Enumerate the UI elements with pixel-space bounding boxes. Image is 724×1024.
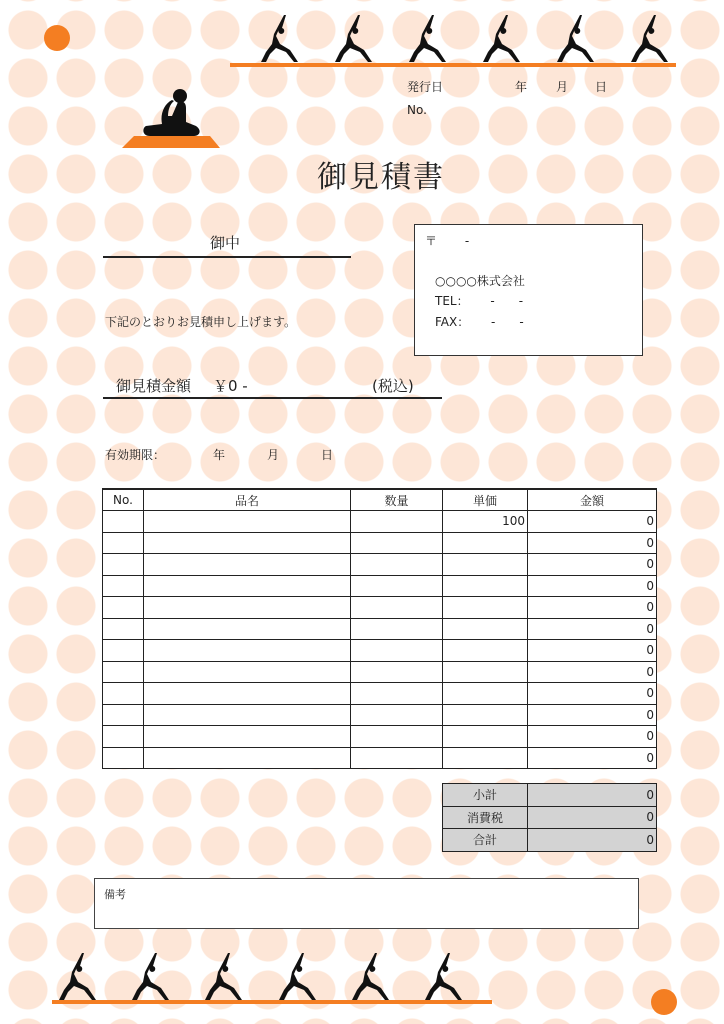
row-amount-cell: 0	[528, 704, 657, 726]
subtotal-label: 小計	[443, 784, 528, 807]
issue-day-label: 日	[595, 80, 608, 94]
issue-year-label: 年	[515, 80, 528, 94]
row-qty-cell	[351, 683, 443, 705]
intro-text: 下記のとおりお見積申し上げます。	[105, 315, 297, 329]
row-item-cell	[144, 511, 351, 533]
orange-dot-icon	[651, 989, 677, 1015]
row-no-cell	[103, 618, 144, 640]
header-no: No.	[103, 489, 144, 511]
total-value: 0	[528, 829, 657, 852]
yoga-lunge-figure-icon	[422, 952, 466, 1002]
table-row	[103, 661, 657, 683]
row-no-cell	[103, 726, 144, 748]
yoga-lunge-figure-icon	[202, 952, 246, 1002]
page-title: 御見積書	[317, 160, 445, 195]
row-qty-cell	[351, 704, 443, 726]
sender-tel: TEL： - -	[435, 294, 524, 308]
yoga-lunge-figure-icon	[56, 952, 100, 1002]
sender-box	[414, 224, 643, 356]
yoga-lunge-figure-icon	[554, 14, 598, 64]
row-item-cell	[144, 575, 351, 597]
row-qty-cell	[351, 597, 443, 619]
table-row	[103, 618, 657, 640]
row-no-cell	[103, 661, 144, 683]
row-unit-price-cell	[443, 597, 528, 619]
row-qty-cell	[351, 554, 443, 576]
yoga-lunge-figure-icon	[332, 14, 376, 64]
row-no-cell	[103, 554, 144, 576]
header-qty: 数量	[351, 489, 443, 511]
table-row	[103, 511, 657, 533]
validity-year: 年	[213, 448, 226, 462]
row-amount-cell: 0	[528, 532, 657, 554]
table-row	[103, 597, 657, 619]
row-amount-cell: 0	[528, 575, 657, 597]
row-qty-cell	[351, 532, 443, 554]
row-amount-cell: 0	[528, 618, 657, 640]
yoga-lunge-figure-icon	[406, 14, 450, 64]
row-item-cell	[144, 747, 351, 769]
row-amount-cell: 0	[528, 683, 657, 705]
row-amount-cell: 0	[528, 597, 657, 619]
row-unit-price-cell	[443, 661, 528, 683]
row-no-cell	[103, 532, 144, 554]
amount-tax-note: (税込)	[372, 377, 414, 395]
tax-label: 消費税	[443, 806, 528, 829]
amount-underline	[103, 397, 442, 399]
row-item-cell	[144, 597, 351, 619]
table-row	[103, 683, 657, 705]
row-item-cell	[144, 532, 351, 554]
row-unit-price-cell	[443, 747, 528, 769]
subtotal-row	[443, 784, 657, 807]
bottom-yoga-figures	[56, 952, 466, 1002]
row-unit-price-cell	[443, 532, 528, 554]
row-unit-price-cell	[443, 554, 528, 576]
row-unit-price-cell	[443, 683, 528, 705]
header-unit-price: 単価	[443, 489, 528, 511]
row-qty-cell	[351, 575, 443, 597]
totals-table	[442, 783, 657, 852]
document-number-label: No.	[407, 103, 427, 117]
row-amount-cell: 0	[528, 554, 657, 576]
header-amount: 金額	[528, 489, 657, 511]
row-unit-price-cell: 100	[443, 511, 528, 533]
row-no-cell	[103, 683, 144, 705]
row-item-cell	[144, 618, 351, 640]
row-amount-cell: 0	[528, 640, 657, 662]
row-amount-cell: 0	[528, 511, 657, 533]
row-unit-price-cell	[443, 575, 528, 597]
issue-date-label: 発行日	[407, 80, 444, 94]
remarks-label: 備考	[104, 888, 126, 901]
validity-label: 有効期限：	[105, 448, 166, 462]
table-row	[103, 554, 657, 576]
table-row	[103, 532, 657, 554]
row-qty-cell	[351, 661, 443, 683]
tax-row	[443, 806, 657, 829]
amount-label: 御見積金額	[116, 377, 192, 395]
items-table	[102, 488, 657, 769]
yoga-lunge-figure-icon	[276, 952, 320, 1002]
table-row	[103, 704, 657, 726]
row-item-cell	[144, 554, 351, 576]
row-no-cell	[103, 747, 144, 769]
row-unit-price-cell	[443, 704, 528, 726]
total-row	[443, 829, 657, 852]
yoga-lunge-figure-icon	[258, 14, 302, 64]
row-amount-cell: 0	[528, 726, 657, 748]
orange-dot-icon	[44, 25, 70, 51]
row-item-cell	[144, 704, 351, 726]
validity-month: 月	[267, 448, 280, 462]
row-qty-cell	[351, 640, 443, 662]
remarks-box	[94, 878, 639, 929]
row-no-cell	[103, 575, 144, 597]
table-row	[103, 575, 657, 597]
bottom-accent-bar	[52, 1000, 492, 1004]
row-item-cell	[144, 683, 351, 705]
row-qty-cell	[351, 747, 443, 769]
row-item-cell	[144, 726, 351, 748]
issue-month-label: 月	[556, 80, 569, 94]
yoga-lunge-figure-icon	[349, 952, 393, 1002]
row-item-cell	[144, 661, 351, 683]
recipient-underline	[103, 256, 351, 258]
table-row	[103, 640, 657, 662]
subtotal-value: 0	[528, 784, 657, 807]
total-label: 合計	[443, 829, 528, 852]
table-row	[103, 726, 657, 748]
row-no-cell	[103, 597, 144, 619]
row-no-cell	[103, 640, 144, 662]
yoga-lunge-figure-icon	[628, 14, 672, 64]
recipient-suffix: 御中	[210, 234, 241, 252]
table-header-row	[103, 489, 657, 511]
yoga-lunge-figure-icon	[480, 14, 524, 64]
validity-day: 日	[321, 448, 334, 462]
row-amount-cell: 0	[528, 747, 657, 769]
row-unit-price-cell	[443, 640, 528, 662]
sender-fax: FAX： - -	[435, 315, 524, 329]
header-item: 品名	[144, 489, 351, 511]
yoga-seated-figure-icon	[120, 86, 224, 150]
yoga-lunge-figure-icon	[129, 952, 173, 1002]
top-yoga-figures	[258, 14, 672, 64]
row-unit-price-cell	[443, 618, 528, 640]
sender-postal: 〒 -	[425, 234, 470, 248]
row-qty-cell	[351, 618, 443, 640]
amount-value: ￥0 -	[213, 377, 248, 395]
row-item-cell	[144, 640, 351, 662]
table-row	[103, 747, 657, 769]
row-no-cell	[103, 511, 144, 533]
sender-company: ○○○○株式会社	[435, 274, 525, 288]
tax-value: 0	[528, 806, 657, 829]
top-accent-bar	[230, 63, 676, 67]
row-unit-price-cell	[443, 726, 528, 748]
row-amount-cell: 0	[528, 661, 657, 683]
row-qty-cell	[351, 511, 443, 533]
row-qty-cell	[351, 726, 443, 748]
row-no-cell	[103, 704, 144, 726]
